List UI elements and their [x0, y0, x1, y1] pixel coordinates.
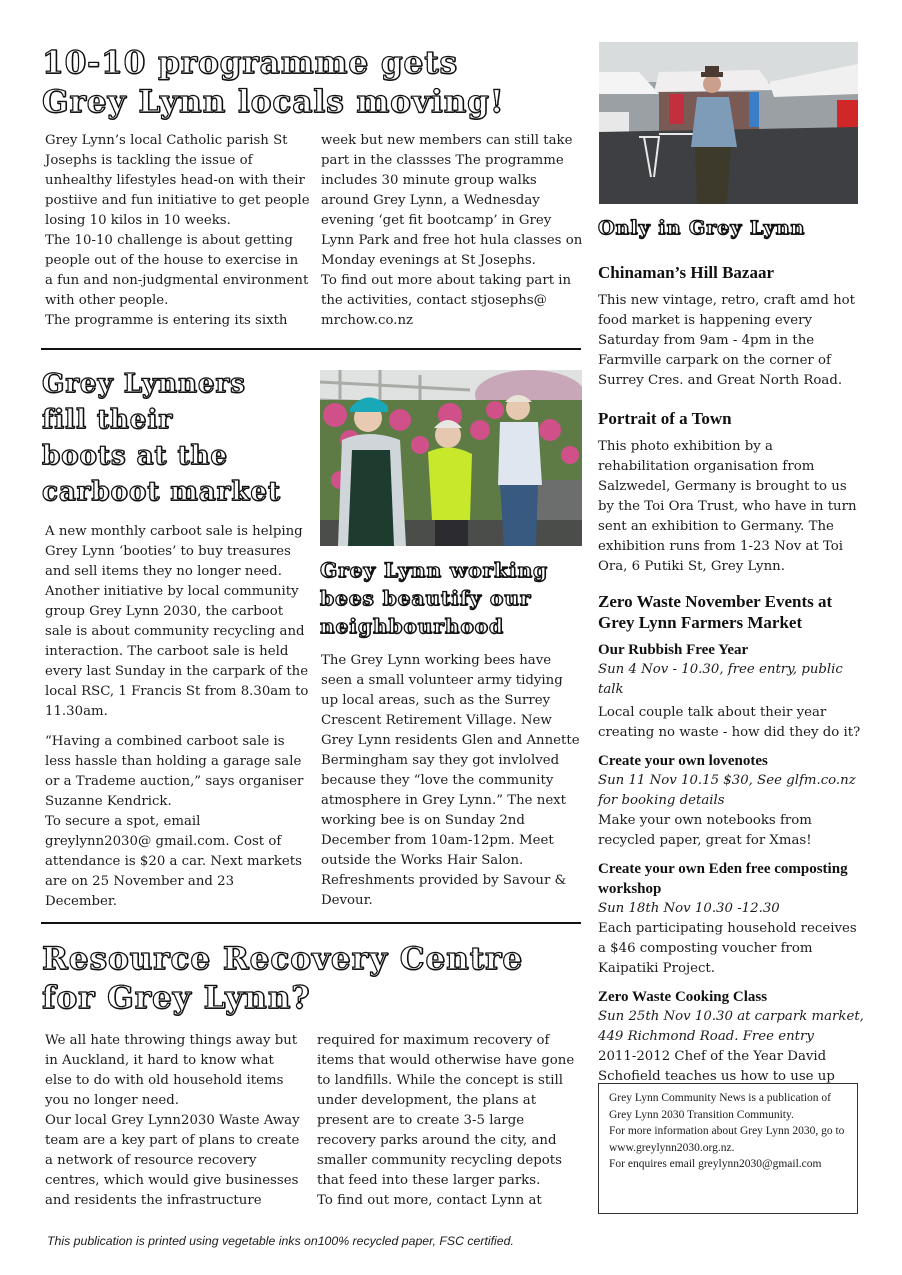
article-body: [45, 522, 310, 912]
paragraph: week but new members can still take part in the classses The programme includes 30 minute group walks around Grey Lynn, a Wednesday evening ‘get fit bootcamp’ in Grey Lynn Park and free hot hula classes on Monday evenings at St Josephs.: [321, 133, 583, 268]
zero-waste-title: Zero Waste November Events at Grey Lynn Farmers Market: [598, 592, 833, 632]
article-10-10: [42, 44, 587, 122]
article-title: 10-10 programme gets Grey Lynn locals moving!: [42, 44, 587, 122]
info-text: For more information about Grey Lynn 2030, go to www.greylynn2030.org.nz.: [609, 1125, 845, 1154]
event-when: Sun 11 Nov 10.15 $30, See glfm.co.nz for booking details: [598, 773, 856, 808]
event-item: [598, 987, 866, 1087]
paragraph: We all hate throwing things away but in Auckland, it hard to know what else to do with old household items you no longer need.: [45, 1033, 298, 1108]
event-desc: Make your own notebooks from recycled paper, great for Xmas!: [598, 813, 812, 848]
print-footer: This publication is printed using vegetable inks on100% recycled paper, FSC certified.: [47, 1234, 514, 1248]
event-desc: Local couple talk about their year creating no waste - how did they do it?: [598, 705, 861, 740]
event-desc: 2011-2012 Chef of the Year David Schofield teaches us how to use up: [598, 1049, 835, 1084]
portrait-body: This photo exhibition by a rehabilitation organisation from Salzwedel, Germany is brought to us by the Toi Ora Trust, who have in turn sent an exhibition to Germany. The exhibition runs from 1-23 Nov at Toi Ora, 6 Putiki St, Grey Lynn.: [598, 439, 857, 574]
article-column-1: [45, 131, 310, 331]
article-body: [321, 651, 584, 911]
market-image: [599, 42, 858, 204]
article-title: Grey Lynners fill their boots at the carboot market: [42, 366, 312, 510]
article-carboot: [42, 366, 312, 510]
event-when: Sun 4 Nov - 10.30, free entry, public talk: [598, 662, 843, 697]
volunteers-image: [320, 370, 582, 546]
event-item: [598, 859, 866, 979]
event-title: Zero Waste Cooking Class: [598, 989, 768, 1005]
event-title: Create your own lovenotes: [598, 753, 768, 769]
article-column-2: [317, 1031, 582, 1211]
info-text: For enquires email greylynn2030@gmail.com: [609, 1158, 822, 1170]
paragraph: Grey Lynn’s local Catholic parish St Josephs is tackling the issue of unhealthy lifestyles head-on with their postiive and fun initiative to get people losing 10 kilos in 10 weeks.: [45, 133, 310, 228]
paragraph: To find out more about taking part in the activities, contact stjosephs@ mrchow.co.nz: [321, 273, 572, 328]
paragraph: A new monthly carboot sale is helping Grey Lynn ‘booties’ to buy treasures and sell items they no longer need. Another initiative by local community group Grey Lynn 2030, the carboot sale is about community recycling and interaction. The carboot sale is held every last Sunday in the carpark of the local RSC, 1 Francis St from 8.30am to 11.30am.: [45, 524, 309, 719]
portrait-title: Portrait of a Town: [598, 409, 732, 428]
portrait-section: [598, 408, 863, 577]
bazaar-title: Chinaman’s Hill Bazaar: [598, 263, 774, 282]
publication-info-box: [598, 1083, 858, 1214]
event-when: Sun 25th Nov 10.30 at carpark market, 449 Richmond Road. Free entry: [598, 1009, 864, 1044]
event-title: Create your own Eden free composting workshop: [598, 861, 848, 897]
sidebar: [598, 214, 863, 242]
market-photo: [599, 42, 858, 204]
event-desc: Each participating household receives a $46 composting voucher from Kaipatiki Project.: [598, 921, 857, 976]
article-column-2: [321, 131, 583, 331]
event-item: [598, 751, 866, 851]
paragraph: The programme is entering its sixth: [45, 313, 288, 328]
event-item: [598, 640, 866, 743]
paragraph: The Grey Lynn working bees have seen a small volunteer army tidying up local areas, such as the Surrey Crescent Retirement Village. New Grey Lynn residents Glen and Annette Bermingham say they got invlolved because they “love the community atmosphere in Grey Lynn.” The next working bee is on Sunday 2nd December from 10am-12pm. Meet outside the Works Hair Salon. Refreshments provided by Savour & Devour.: [321, 653, 580, 908]
working-bees-photo: [320, 370, 582, 546]
bazaar-section: [598, 262, 863, 391]
event-title: Our Rubbish Free Year: [598, 642, 749, 658]
paragraph: The 10-10 challenge is about getting people out of the house to exercise in a fun and non-judgmental environment with other people.: [45, 233, 309, 308]
article-title: Grey Lynn working bees beautify our neighbourhood: [320, 556, 585, 640]
article-column-1: [45, 1031, 300, 1211]
paragraph: To secure a spot, email greylynn2030@ gmail.com. Cost of attendance is $20 a car. Next markets are on 25 November and 23 December.: [45, 814, 302, 909]
sidebar-heading: Only in Grey Lynn: [598, 214, 863, 242]
section-divider: [41, 922, 581, 924]
article-title: Resource Recovery Centre for Grey Lynn?: [42, 940, 587, 1018]
section-divider: [41, 348, 581, 350]
bazaar-body: This new vintage, retro, craft amd hot food market is happening every Saturday from 9am - 4pm in the Farmville carpark on the corner of Surrey Cres. and Great North Road.: [598, 293, 856, 388]
event-when: Sun 18th Nov 10.30 -12.30: [598, 901, 780, 916]
paragraph: Our local Grey Lynn2030 Waste Away team are a key part of plans to create a network of resource recovery centres, which would give businesses and residents the infrastructure: [45, 1113, 300, 1208]
paragraph: required for maximum recovery of items that would otherwise have gone to landfills. While the concept is still under development, the plans at present are to create 3-5 large recovery parks around the city, and smaller community recycling depots that feed into these larger parks.: [317, 1033, 575, 1188]
article-resource-recovery: [42, 940, 587, 1018]
article-working-bees: [320, 556, 585, 640]
paragraph: To find out more, contact Lynn at: [317, 1193, 542, 1208]
paragraph: “Having a combined carboot sale is less hassle than holding a garage sale or a Trademe auction,” says organiser Suzanne Kendrick.: [45, 734, 304, 809]
zero-waste-section: [598, 591, 866, 1087]
info-text: Grey Lynn Community News is a publication of Grey Lynn 2030 Transition Community.: [609, 1092, 831, 1121]
